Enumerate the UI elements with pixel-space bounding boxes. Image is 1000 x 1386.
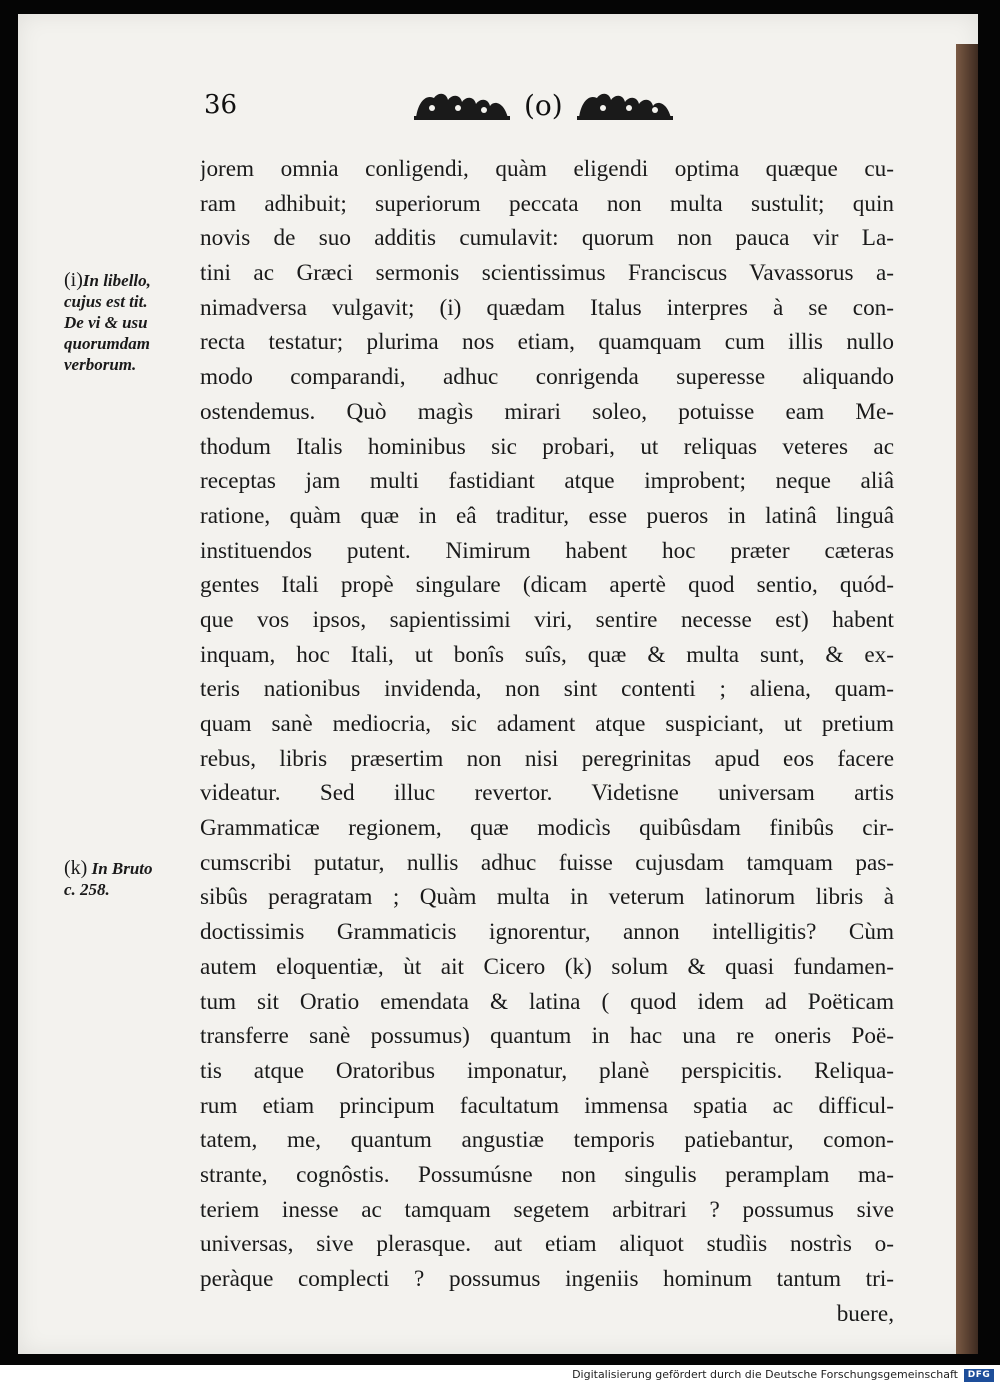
text-line: inquam, hoc Itali, ut bonîs suîs, quæ & multa sunt, & ex- <box>200 641 894 668</box>
catchword: buere, <box>836 1300 894 1327</box>
left-ornament-icon <box>412 88 512 122</box>
page-header <box>182 80 892 130</box>
text-line: universas, sive plerasque. aut etiam aliquot studìis nostrìs o- <box>200 1231 894 1258</box>
marginal-note-line: c. 258. <box>64 880 110 899</box>
body-text <box>200 152 894 1331</box>
text-line: novis de suo additis cumulavit: quorum non pauca vir La- <box>200 225 894 252</box>
text-line: videatur. Sed illuc revertor. Videtisne universam artis <box>200 780 894 807</box>
text-line: strante, cognôstis. Possumúsne non singulis peramplam ma- <box>200 1161 894 1188</box>
text-line: instituendos putent. Nimirum habent hoc præter cæteras <box>200 537 894 564</box>
text-line: peràque complecti ? possumus ingeniis hominum tantum tri- <box>200 1266 894 1292</box>
text-line: tatem, me, quantum angustiæ temporis patiebantur, comon- <box>200 1127 894 1154</box>
funding-credit: Digitalisierung gefördert durch die Deutsche Forschungsgemeinschaft <box>572 1368 958 1381</box>
marginal-note-line: (k) In Bruto <box>64 857 153 879</box>
ornament-signature: (o) <box>524 88 563 122</box>
text-line: recta testatur; plurima nos etiam, quamquam cum illis nullo <box>200 329 894 356</box>
marginal-note-line: De vi & usu <box>64 313 148 332</box>
text-line: jorem omnia conligendi, quàm eligendi optima quæque cu- <box>200 156 894 182</box>
text-line: quam sanè mediocria, sic adament atque suspiciant, ut pretium <box>200 711 894 737</box>
footer-bar <box>0 1365 1000 1386</box>
page-number: 36 <box>204 90 238 120</box>
text-line: gentes Itali propè singulare (dicam apertè quod sentio, quód- <box>200 572 894 599</box>
text-line: modo comparandi, adhuc conrigenda superesse aliquando <box>200 364 894 391</box>
text-line: rebus, libris præsertim non nisi peregrinitas apud eos facere <box>200 745 894 772</box>
marginal-note-line: quorumdam <box>64 334 150 353</box>
marginal-note-k <box>64 858 204 900</box>
right-ornament-icon <box>575 88 675 122</box>
text-line: autem eloquentiæ, ùt ait Cicero (k) solum & quasi fundamen- <box>200 953 894 980</box>
text-line: rum etiam principum facultatum immensa spatia ac difficul- <box>200 1092 894 1119</box>
text-line: tis atque Oratoribus imponatur, planè perspicitis. Reliqua- <box>200 1057 894 1084</box>
text-line: cumscribi putatur, nullis adhuc fuisse cujusdam tamquam pas- <box>200 849 894 876</box>
page-edge <box>956 44 978 1354</box>
text-line: receptas jam multi fastidiant atque improbent; neque aliâ <box>200 468 894 495</box>
text-line: ram adhibuit; superiorum peccata non multa sustulit; quin <box>200 190 894 217</box>
text-line: ostendemus. Quò magìs mirari soleo, potuisse eam Me- <box>200 398 894 425</box>
marginal-note-line: verborum. <box>64 355 137 374</box>
text-line: transferre sanè possumus) quantum in hac una re oneris Poë- <box>200 1023 894 1050</box>
text-line: teriem inesse ac tamquam segetem arbitrari ? possumus sive <box>200 1196 894 1223</box>
marginal-note-line: cujus est tit. <box>64 292 148 311</box>
marginal-note-i <box>64 270 204 375</box>
text-line: Grammaticæ regionem, quæ modicìs quibûsdam finibûs cir- <box>200 815 894 842</box>
text-line: teris nationibus invidenda, non sint contenti ; aliena, quam- <box>200 676 894 703</box>
marginal-ref: (i) <box>64 269 83 291</box>
marginal-ref: (k) <box>64 857 88 879</box>
header-ornament <box>412 88 675 122</box>
text-line: doctissimis Grammaticis ignorentur, annon intelligitis? Cùm <box>200 919 894 946</box>
text-line: sibûs peragratam ; Quàm multa in veterum latinorum libris à <box>200 884 894 911</box>
marginal-note-line: (i)In libello, <box>64 269 151 291</box>
text-line: que vos ipsos, sapientissimi viri, sentire necesse est) habent <box>200 606 894 633</box>
text-line: nimadversa vulgavit; (i) quædam Italus interpres à se con- <box>200 294 894 321</box>
text-line: thodum Italis hominibus sic probari, ut reliquas veteres ac <box>200 433 894 460</box>
text-line: tini ac Græci sermonis scientissimus Franciscus Vavassorus a- <box>200 260 894 287</box>
dfg-logo: DFG <box>964 1369 994 1382</box>
text-line: ratione, quàm quæ in eâ traditur, esse pueros in latinâ linguâ <box>200 502 894 529</box>
text-line: tum sit Oratio emendata & latina ( quod idem ad Poëticam <box>200 988 894 1015</box>
